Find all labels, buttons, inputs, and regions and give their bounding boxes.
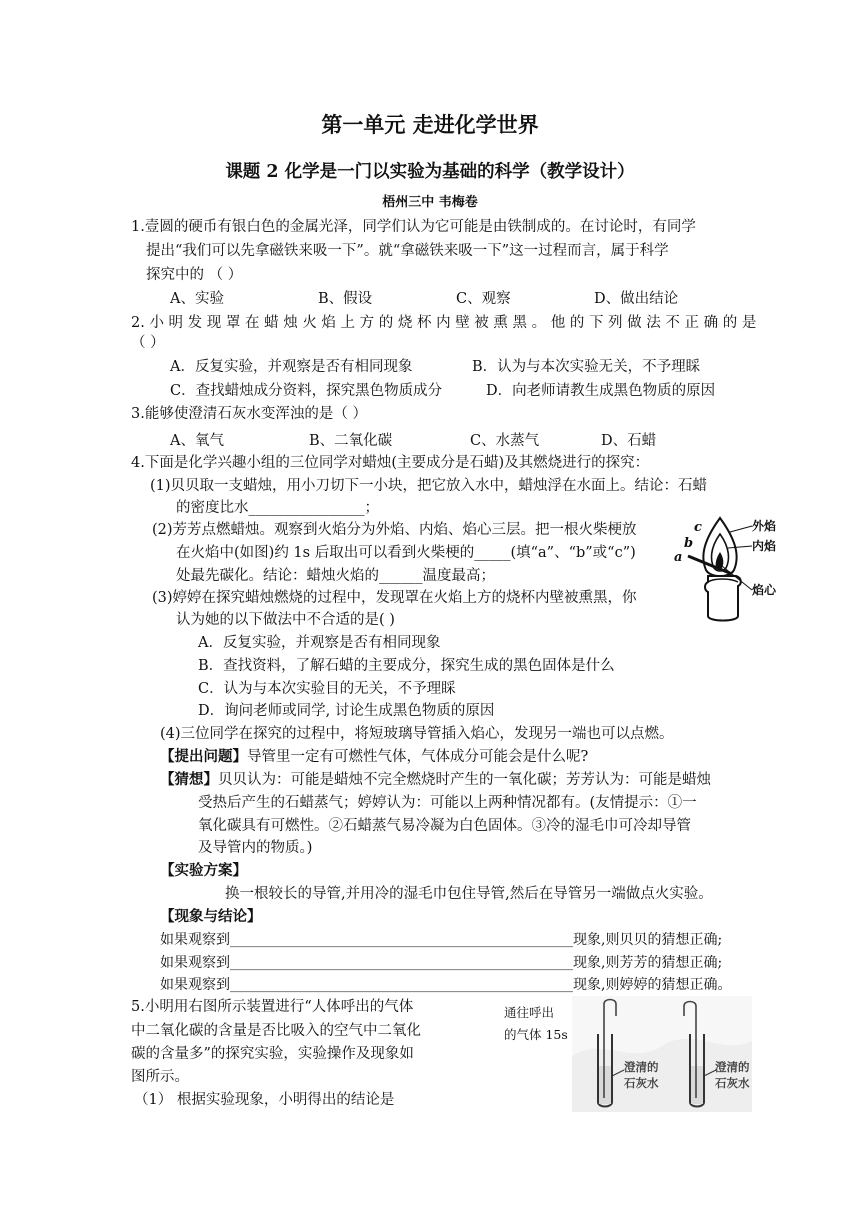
q4-question-text: 导管里一定有可燃性气体，气体成分可能会是什么呢? [247, 749, 589, 765]
fig-label-outer-flame: 外焰 [752, 519, 777, 533]
q3-option-d: D、石蜡 [601, 433, 657, 449]
page-subtitle: 课题 2 化学是一门以实验为基础的科学（教学设计） [225, 162, 635, 182]
q4-part1-line-1: (1)贝贝取一支蜡烛，用小刀切下一小块，把它放入水中，蜡烛浮在水面上。结论：石蜡 [150, 478, 708, 494]
q4-guess-line-3: 氧化碳具有可燃性。②石蜡蒸气易冷凝为白色固体。③冷的湿毛巾可冷却导管 [198, 818, 691, 834]
q1-option-a: A、实验 [170, 291, 224, 307]
q4-result-1: 如果观察到_________________________________________________现象,则贝贝的猜想正确; [160, 932, 723, 948]
q3-option-c: C、水蒸气 [470, 433, 540, 449]
q1-line-3: 探究中的 （ ） [146, 267, 243, 283]
q2-line-1: 2. 小 明 发 现 罩 在 蜡 烛 火 焰 上 方 的 烧 杯 内 壁 被 熏 黑 。 他 的 下 列 做 法 不 正 确 的 是 [131, 315, 757, 331]
q4-guess-tag: 【猜想】 [160, 771, 218, 788]
q4-question-tag: 【提出问题】 [160, 748, 247, 765]
q4-guess-line-4: 及导管内的物质。) [198, 840, 313, 856]
fig-label-b: b [684, 536, 694, 551]
fig-exhaled-label-2: 的气体 15s [504, 1027, 568, 1042]
q4-result-3: 如果观察到_________________________________________________现象,则婷婷的猜想正确。 [160, 977, 732, 993]
q4-plan-text: 换一根较长的导管,并用冷的湿毛巾包住导管,然后在导管另一端做点火实验。 [225, 886, 713, 902]
fig-lime-water-right-1: 澄清的 [715, 1060, 750, 1074]
q2-option-a: A．反复实验，并观察是否有相同现象 [170, 359, 413, 375]
q5-line-4: 图所示。 [131, 1069, 189, 1085]
q4-guess-line-2: 受热后产生的石蜡蒸气；婷婷认为：可能以上两种情况都有。(友情提示：①一 [198, 795, 697, 811]
q4-part3-line-2: 认为她的以下做法中不合适的是( ) [176, 612, 395, 628]
q4-part2-line-3: 处最先碳化。结论：蜡烛火焰的______温度最高； [176, 568, 495, 584]
q4-result-2: 如果观察到_________________________________________________现象,则芳芳的猜想正确; [160, 955, 723, 971]
test-tube-figure [572, 996, 752, 1112]
fig-label-flame-core: 焰心 [752, 583, 777, 597]
q4-part1-line-2: 的密度比水________________； [176, 500, 379, 516]
q5-line-2: 中二氧化碳的含量是否比吸入的空气中二氧化 [131, 1023, 421, 1039]
q2-option-b: B．认为与本次实验无关，不予理睬 [472, 359, 701, 375]
q4-part3-line-1: (3)婷婷在探究蜡烛燃烧的过程中，发现罩在火焰上方的烧杯内壁被熏黑，你 [152, 590, 637, 606]
q4-part2-line-2: 在火焰中(如图)约 1s 后取出可以看到火柴梗的_____(填“a”、“b”或“c”) [176, 545, 636, 561]
q3-line-1: 3.能够使澄清石灰水变浑浊的是（ ） [131, 406, 367, 422]
page-title: 第一单元 走进化学世界 [321, 112, 539, 137]
q2-option-c: C．查找蜡烛成分资料，探究黑色物质成分 [170, 383, 443, 399]
q1-option-b: B、假设 [318, 291, 373, 307]
q1-line-1: 1.壹圆的硬币有银白色的金属光泽，同学们认为它可能是由铁制成的。在讨论时，有同学 [131, 219, 696, 235]
q2-option-d: D．向老师请教生成黑色物质的原因 [486, 383, 716, 399]
fig-lime-water-right-2: 石灰水 [715, 1076, 750, 1090]
q4-question [160, 747, 588, 767]
q4-guess-line-1 [160, 770, 711, 790]
q4-plan-tag: 【实验方案】 [160, 862, 247, 879]
q5-line-1: 5.小明用右图所示装置进行“人体呼出的气体 [131, 999, 414, 1015]
fig-lime-water-left-1: 澄清的 [624, 1060, 659, 1074]
q5-line-5: （1） 根据实验现象，小明得出的结论是 [134, 1092, 395, 1108]
q4-guess-text-1: 贝贝认为：可能是蜡烛不完全燃烧时产生的一氧化碳；芳芳认为：可能是蜡烛 [218, 772, 711, 788]
q4-part3-option-c: C．认为与本次实验目的无关，不予理睬 [198, 681, 456, 697]
q4-part4: (4)三位同学在探究的过程中，将短玻璃导管插入焰心，发现另一端也可以点燃。 [160, 726, 674, 742]
fig-lime-water-left-2: 石灰水 [624, 1076, 659, 1090]
q1-option-d: D、做出结论 [594, 291, 679, 307]
fig-label-inner-flame: 内焰 [752, 539, 777, 553]
q4-part2-line-1: (2)芳芳点燃蜡烛。观察到火焰分为外焰、内焰、焰心三层。把一根火柴梗放 [152, 522, 637, 538]
fig-label-a: a [674, 550, 683, 565]
q3-option-b: B、二氧化碳 [309, 433, 393, 449]
q1-option-c: C、观察 [456, 291, 511, 307]
test-tube-drawing [572, 996, 752, 1112]
fig-exhaled-label-1: 通往呼出 [504, 1005, 555, 1020]
q2-line-2: （ ） [131, 335, 165, 351]
q4-part3-option-b: B．查找资料，了解石蜡的主要成分，探究生成的黑色固体是什么 [198, 658, 615, 674]
q4-part3-option-d: D．询问老师或同学, 讨论生成黑色物质的原因 [198, 703, 495, 719]
candle-flame-figure [668, 512, 777, 628]
fig-label-c: c [694, 520, 702, 535]
author-line: 梧州三中 韦梅卷 [382, 195, 478, 210]
q3-option-a: A、氧气 [170, 433, 224, 449]
q1-line-2: 提出“我们可以先拿磁铁来吸一下”。就“拿磁铁来吸一下”这一过程而言，属于科学 [146, 243, 669, 259]
q4-part3-option-a: A．反复实验，并观察是否有相同现象 [198, 635, 441, 651]
q4-result-tag: 【现象与结论】 [160, 908, 262, 925]
q5-line-3: 碳的含量多”的探究实验，实验操作及现象如 [131, 1046, 414, 1062]
q4-intro: 4.下面是化学兴趣小组的三位同学对蜡烛(主要成分是石蜡)及其燃烧进行的探究： [131, 455, 650, 471]
